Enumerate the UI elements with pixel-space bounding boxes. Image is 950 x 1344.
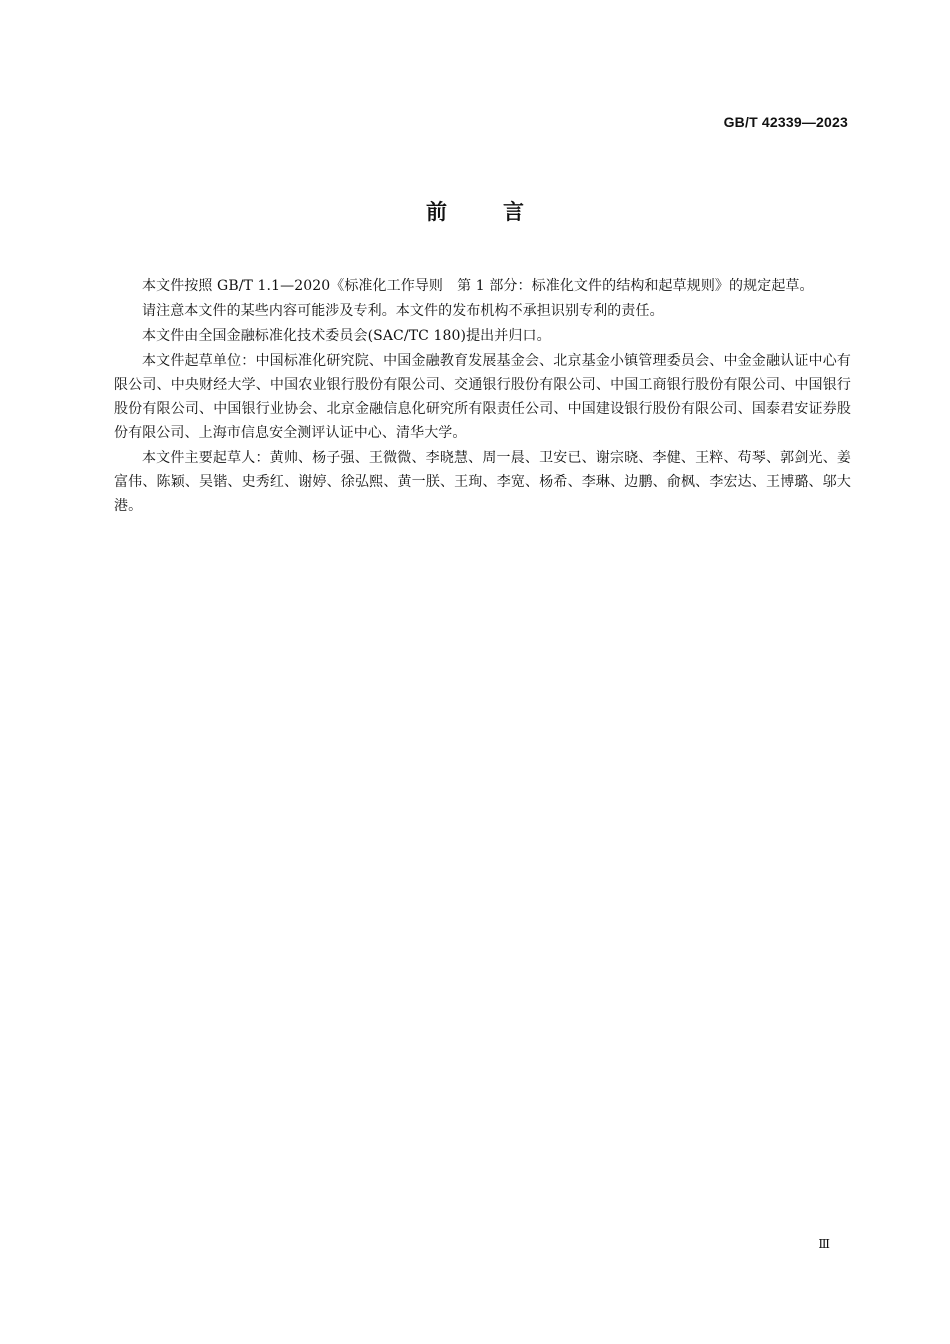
paragraph-drafting-units: 本文件起草单位：中国标准化研究院、中国金融教育发展基金会、北京基金小镇管理委员会、中金金融认证中心有限公司、中央财经大学、中国农业银行股份有限公司、交通银行股份有限公司、中国工商银行股份有限公司、中国银行股份有限公司、中国银行业协会、北京金融信息化研究所有限责任公司、中国建设银行股份有限公司、国泰君安证券股份有限公司、上海市信息安全测评认证中心、清华大学。 [114,353,851,441]
paragraph-drafting-rules: 本文件按照 GB/T 1.1—2020《标准化工作导则 第 1 部分：标准化文件的结构和起草规则》的规定起草。 [142,278,814,294]
standard-number: GB/T 42339—2023 [723,114,848,130]
foreword-body [114,274,851,519]
paragraph-proposer: 本文件由全国金融标准化技术委员会(SAC/TC 180)提出并归口。 [142,328,551,344]
page-title: 前言 [426,200,580,224]
paragraph-drafters: 本文件主要起草人：黄帅、杨子强、王微微、李晓慧、周一晨、卫安已、谢宗晓、李健、王粹、苟琴、郭剑光、姜富伟、陈颖、吴锴、史秀红、谢婷、徐弘熙、黄一朕、王珣、李宽、杨希、李琳、边鹏、俞枫、李宏达、王博璐、邬大港。 [114,450,851,514]
paragraph-patent-notice: 请注意本文件的某些内容可能涉及专利。本文件的发布机构不承担识别专利的责任。 [142,303,664,319]
page-number: Ⅲ [818,1237,830,1251]
